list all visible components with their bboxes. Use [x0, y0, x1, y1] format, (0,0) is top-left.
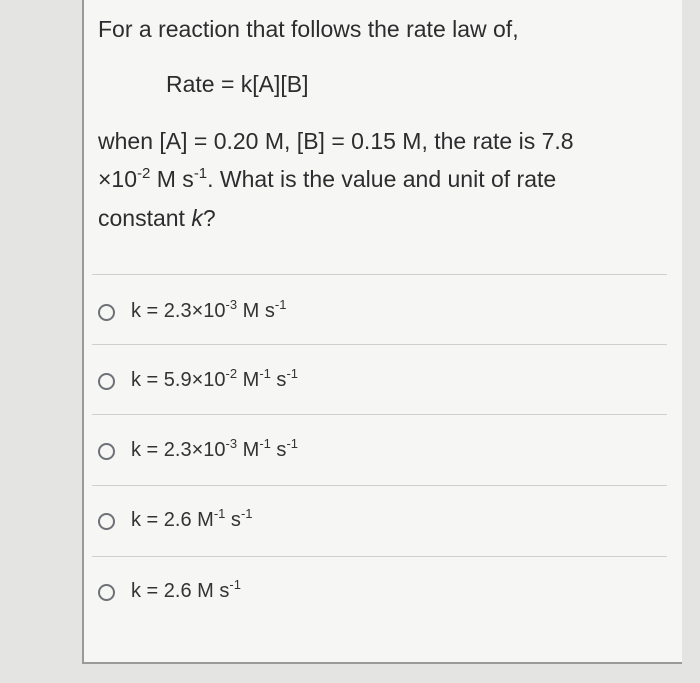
rate-law-text: Rate = k[A][B] — [166, 71, 309, 97]
option-label: $k = 2.3\times 10^{-3}$ M $s^{-1}$ — [131, 297, 287, 322]
answer-option-1[interactable] — [98, 297, 286, 327]
radio-button[interactable] — [98, 304, 115, 321]
question-line-4 — [98, 164, 658, 198]
radio-button[interactable] — [98, 513, 115, 530]
option-label: k = 2.6 $M^{-1}$ $s^{-1}$ — [131, 506, 253, 531]
answer-option-5[interactable] — [98, 577, 241, 607]
divider — [92, 414, 667, 415]
divider — [92, 274, 667, 275]
question-line-4-pre: ×10 — [98, 166, 138, 192]
radio-button[interactable] — [98, 373, 115, 390]
question-line-5-pre: constant — [98, 205, 192, 231]
question-line-4-post: . What is the value and unit of rate — [207, 166, 557, 192]
question-intro — [98, 14, 658, 44]
radio-button[interactable] — [98, 584, 115, 601]
divider — [92, 556, 667, 557]
answer-option-2[interactable] — [98, 366, 298, 396]
option-label: $k = 5.9\times 10^{-2}$ $M^{-1}$ $s^{-1}$ — [131, 366, 298, 391]
option-label: k = 2.6 M $s^{-1}$ — [131, 577, 241, 602]
divider — [92, 344, 667, 345]
question-exponent-1: -2 — [137, 165, 151, 182]
question-variable-k: k — [191, 205, 203, 231]
question-line-4-mid: M s — [150, 166, 194, 192]
radio-button[interactable] — [98, 443, 115, 460]
question-line-1: For a reaction that follows the rate law of, — [98, 16, 519, 42]
rate-law — [166, 69, 700, 99]
question-exponent-2: -1 — [193, 165, 208, 182]
divider — [92, 485, 667, 486]
answer-option-4[interactable] — [98, 506, 253, 536]
question-line-5 — [98, 203, 658, 233]
answer-option-3[interactable] — [98, 436, 298, 466]
question-line-3-text: when [A] = 0.20 M, [B] = 0.15 M, the rate is 7.8 — [98, 128, 574, 154]
option-label: $k = 2.3\times 10^{-3}$ $M^{-1}$ $s^{-1}$ — [131, 436, 298, 461]
question-line-5-post: ? — [202, 205, 216, 231]
question-card — [82, 0, 682, 664]
question-line-3 — [98, 126, 658, 156]
